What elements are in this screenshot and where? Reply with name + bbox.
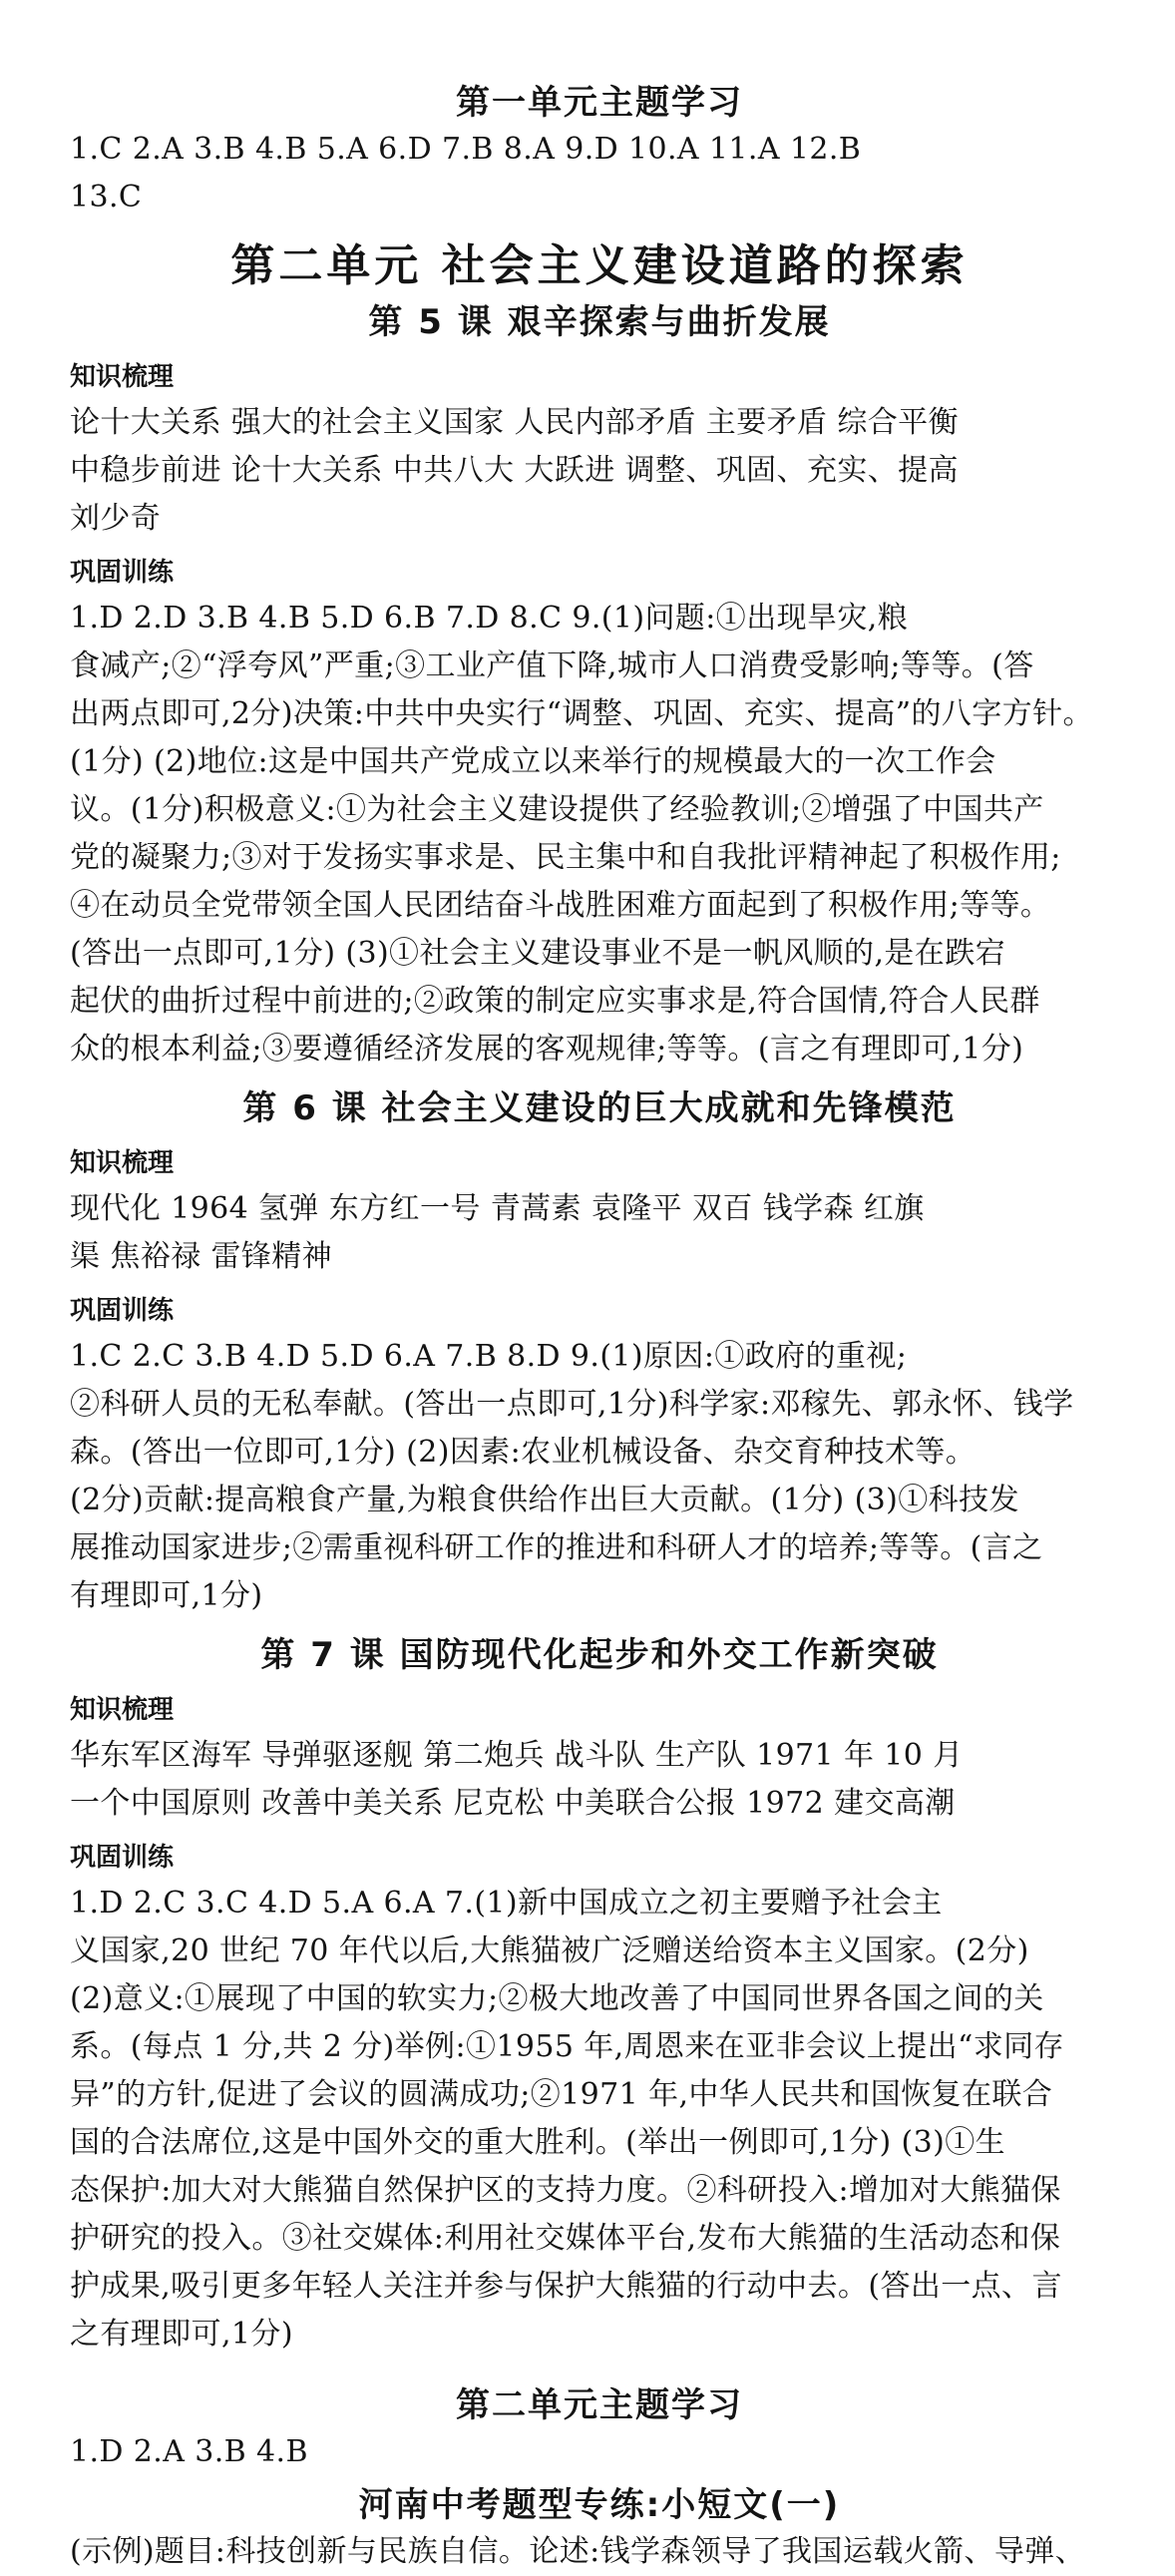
lesson7-title: 第 7 课 国防现代化起步和外交工作新突破 [260,1635,939,1675]
unit2-title: 第二单元 社会主义建设道路的探索 [230,240,969,291]
practice-heading: 巩固训练 [70,1296,175,1326]
knowledge-heading: 知识梳理 [70,362,175,392]
practice-line: 众的根本利益;③要遵循经济发展的客观规律;等等。(言之有理即可,1分) [70,1032,1024,1067]
knowledge-line: 刘少奇 [70,501,162,536]
lesson5-title: 第 5 课 艰辛探索与曲折发展 [368,302,831,342]
practice-line: 之有理即可,1分) [70,2317,293,2352]
practice-line: 护成果,吸引更多年轻人关注并参与保护大熊猫的行动中去。(答出一点、言 [70,2269,1062,2304]
knowledge-line: 现代化 1964 氢弹 东方红一号 青蒿素 袁隆平 双百 钱学森 红旗 [70,1191,925,1226]
unit2-review-title: 第二单元主题学习 [456,2385,743,2425]
answer-line: (示例)题目:科技创新与民族自信。论述:钱学森领导了我国运载火箭、导弹、 [70,2534,1086,2569]
practice-line: (1分) (2)地位:这是中国共产党成立以来举行的规模最大的一次工作会 [70,744,996,779]
practice-line: 有理即可,1分) [70,1578,263,1613]
lesson6-title: 第 6 课 社会主义建设的巨大成就和先锋模范 [242,1088,957,1128]
practice-line: 国的合法席位,这是中国外交的重大胜利。(举出一例即可,1分) (3)①生 [70,2125,1005,2160]
practice-line: 森。(答出一位即可,1分) (2)因素:农业机械设备、杂交育种技术等。 [70,1435,977,1470]
practice-line: ②科研人员的无私奉献。(答出一点即可,1分)科学家:邓稼先、郭永怀、钱学 [70,1387,1074,1422]
knowledge-line: 华东军区海军 导弹驱逐舰 第二炮兵 战斗队 生产队 1971 年 10 月 [70,1738,964,1773]
knowledge-line: 中稳步前进 论十大关系 中共八大 大跃进 调整、巩固、充实、提高 [70,453,959,488]
practice-line: 义国家,20 世纪 70 年代以后,大熊猫被广泛赠送给资本主义国家。(2分) [70,1933,1029,1968]
practice-line: 护研究的投入。③社交媒体:利用社交媒体平台,发布大熊猫的生活动态和保 [70,2221,1061,2256]
practice-line: 异”的方针,促进了会议的圆满成功;②1971 年,中华人民共和国恢复在联合 [70,2077,1053,2112]
henan-practice-title: 河南中考题型专练:小短文(一) [358,2485,841,2525]
practice-line: (答出一点即可,1分) (3)①社会主义建设事业不是一帆风顺的,是在跌宕 [70,936,1005,971]
practice-heading: 巩固训练 [70,1843,175,1873]
practice-line: 1.D 2.C 3.C 4.D 5.A 6.A 7.(1)新中国成立之初主要赠予社会主 [70,1886,943,1921]
practice-line: 展推动国家进步;②需重视科研工作的推进和科研人才的培养;等等。(言之 [70,1530,1043,1565]
knowledge-line: 论十大关系 强大的社会主义国家 人民内部矛盾 主要矛盾 综合平衡 [70,405,959,440]
answer-line: 13.C [70,180,143,215]
practice-line: 党的凝聚力;③对于发扬实事求是、民主集中和自我批评精神起了积极作用; [70,840,1061,875]
knowledge-heading: 知识梳理 [70,1695,175,1725]
practice-line: 1.D 2.D 3.B 4.B 5.D 6.B 7.D 8.C 9.(1)问题:①出现旱灾,粮 [70,601,909,636]
practice-line: 态保护:加大对大熊猫自然保护区的支持力度。②科研投入:增加对大熊猫保 [70,2173,1061,2208]
answer-line: 1.D 2.A 3.B 4.B [70,2434,308,2469]
practice-line: 食减产;②“浮夸风”严重;③工业产值下降,城市人口消费受影响;等等。(答 [70,648,1034,683]
practice-line: ④在动员全党带领全国人民团结奋斗战胜困难方面起到了积极作用;等等。 [70,888,1051,923]
practice-line: 出两点即可,2分)决策:中共中央实行“调整、巩固、充实、提高”的八字方针。 [70,696,1093,731]
practice-line: (2分)贡献:提高粮食产量,为粮食供给作出巨大贡献。(1分) (3)①科技发 [70,1483,1019,1517]
practice-line: 议。(1分)积极意义:①为社会主义建设提供了经验教训;②增强了中国共产 [70,792,1044,827]
practice-line: 起伏的曲折过程中前进的;②政策的制定应实事求是,符合国情,符合人民群 [70,984,1040,1019]
practice-line: 系。(每点 1 分,共 2 分)举例:①1955 年,周恩来在亚非会议上提出“求同存 [70,2029,1064,2064]
practice-heading: 巩固训练 [70,558,175,588]
knowledge-line: 渠 焦裕禄 雷锋精神 [70,1239,333,1274]
unit1-review-title: 第一单元主题学习 [456,83,743,123]
knowledge-line: 一个中国原则 改善中美关系 尼克松 中美联合公报 1972 建交高潮 [70,1786,956,1821]
knowledge-heading: 知识梳理 [70,1148,175,1178]
practice-line: (2)意义:①展现了中国的软实力;②极大地改善了中国同世界各国之间的关 [70,1981,1044,2016]
practice-line: 1.C 2.C 3.B 4.D 5.D 6.A 7.B 8.D 9.(1)原因:①政府的重视; [70,1339,908,1374]
answer-line: 1.C 2.A 3.B 4.B 5.A 6.D 7.B 8.A 9.D 10.A 11.A 12.B [70,132,862,167]
